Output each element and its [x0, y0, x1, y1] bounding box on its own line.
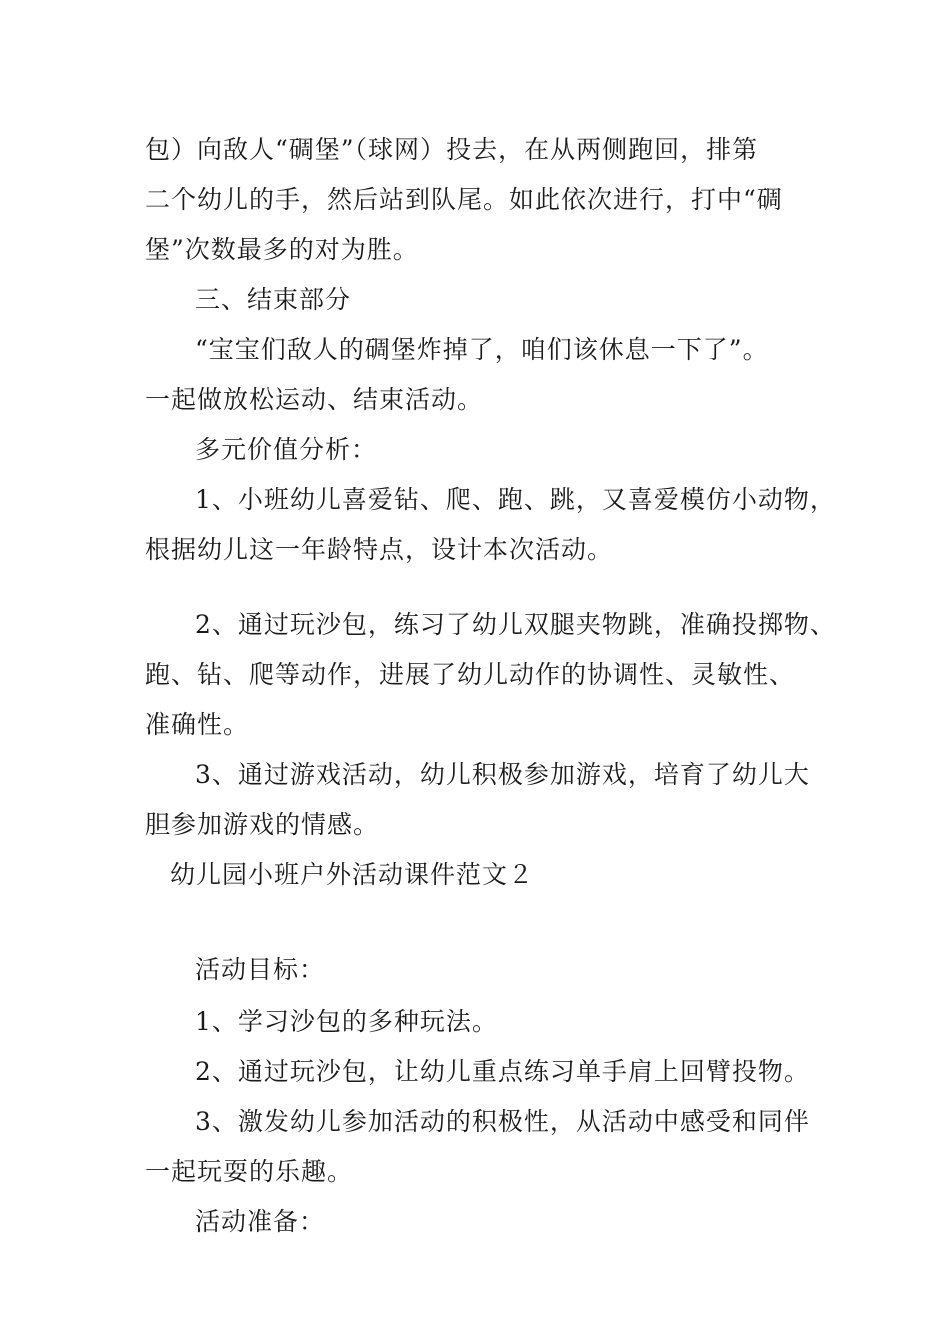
text-line: 二个幼儿的手，然后站到队尾。如此依次进行，打中“碉 [145, 185, 783, 214]
article-title: 幼儿园小班户外活动课件范文２ [170, 860, 535, 889]
section-heading: 多元价值分析： [195, 435, 378, 464]
section-heading: 活动目标： [195, 955, 326, 984]
text-line: 一起做放松运动、结束活动。 [145, 385, 484, 414]
text-line: 跑、钻、爬等动作，进展了幼儿动作的协调性、灵敏性、 [145, 660, 796, 689]
text-line: 1、小班幼儿喜爱钻、爬、跑、跳，又喜爱模仿小动物， [195, 485, 836, 514]
section-heading: 活动准备： [195, 1207, 326, 1236]
text-line: 3、激发幼儿参加活动的积极性，从活动中感受和同伴 [195, 1107, 810, 1136]
text-line: “宝宝们敌人的碉堡炸掉了，咱们该休息一下了”。 [195, 335, 769, 364]
text-line: 堡”次数最多的对为胜。 [145, 235, 419, 264]
text-line: 一起玩耍的乐趣。 [145, 1157, 354, 1186]
section-heading: 三、结束部分 [195, 285, 352, 314]
text-line: 1、学习沙包的多种玩法。 [195, 1007, 498, 1036]
text-line: 3、通过游戏活动，幼儿积极参加游戏，培育了幼儿大 [195, 760, 810, 789]
text-line: 包）向敌人“碉堡”（球网）投去，在从两侧跑回，排第 [145, 135, 759, 164]
text-line: 准确性。 [145, 710, 250, 739]
text-line: 根据幼儿这一年龄特点，设计本次活动。 [145, 535, 614, 564]
text-line: 2、通过玩沙包，让幼儿重点练习单手肩上回臂投物。 [195, 1057, 810, 1086]
text-line: 胆参加游戏的情感。 [145, 810, 380, 839]
text-line: 2、通过玩沙包，练习了幼儿双腿夹物跳，准确投掷物、 [195, 610, 836, 639]
